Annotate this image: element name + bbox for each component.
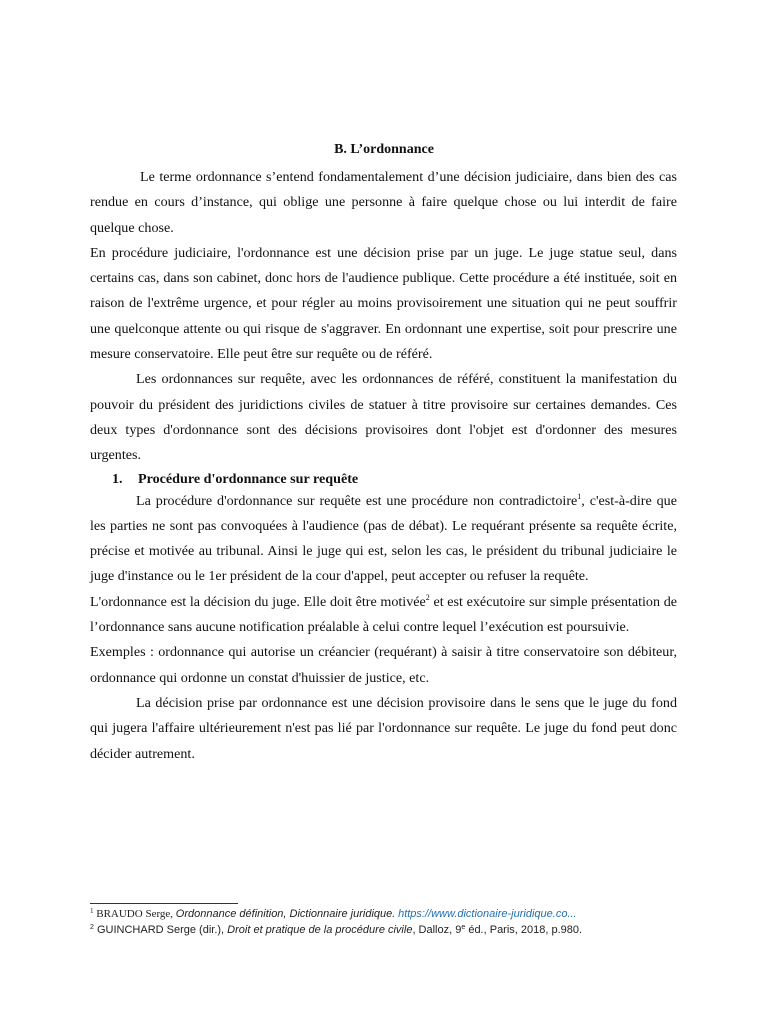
document-body bbox=[90, 165, 677, 767]
footnote-1-link[interactable]: https://www.dictionaire-juridique.co... bbox=[398, 908, 577, 920]
footnote-separator bbox=[90, 903, 238, 904]
section-heading: B. L’ordonnance bbox=[334, 142, 434, 157]
paragraph-1: Le terme ordonnance s’entend fondamentalement d’une décision judiciaire, dans bien des cas rendue en cours d’instance, qui oblige une personne à faire quelque chose ou lui interdit de faire quelque chose. bbox=[90, 169, 677, 236]
paragraph-4-text-a: La procédure d'ordonnance sur requête est une procédure non contradictoire bbox=[136, 492, 578, 509]
paragraph-7: La décision prise par ordonnance est une décision provisoire dans le sens que le juge du fond qui jugera l'affaire ultérieurement n'est pas lié par l'ordonnance sur requête. Le juge du fond peut donc décider autrement. bbox=[90, 694, 677, 762]
paragraph-4 bbox=[90, 489, 677, 590]
footnotes bbox=[90, 906, 690, 938]
paragraph-5-text-a: L'ordonnance est la décision du juge. Elle doit être motivée bbox=[90, 593, 426, 610]
paragraph-6: Exemples : ordonnance qui autorise un créancier (requérant) à saisir à titre conservatoire son débiteur, ordonnance qui ordonne un constat d'huissier de justice, etc. bbox=[90, 644, 677, 686]
paragraph-5-text-b: et est exécutoire sur simple présentation de l’ordonnance sans aucune notification préalable à celui contre lequel l’exécution est poursuivie. bbox=[90, 593, 677, 636]
paragraph-3: Les ordonnances sur requête, avec les ordonnances de référé, constituent la manifestation du pouvoir du président des juridictions civiles de statuer à titre provisoire sur certaines demandes. Ces deux types d'ordonnance sont des décisions provisoires dont l'objet est d'ordonner des mesures urgentes. bbox=[90, 371, 677, 464]
footnote-2-number: 2 bbox=[90, 924, 94, 931]
paragraph-4-text-b: , c'est-à-dire que les parties ne sont pas convoquées à l'audience (pas de débat). Le requérant présente sa requête écrite, précise et motivée au tribunal. Ainsi le juge qui est, selon les cas, le président du tribunal judiciaire le juge d'instance ou le 1er président de la cour d'appel, peut accepter ou refuser la requête. bbox=[90, 492, 677, 585]
footnote-ref-2[interactable]: 2 bbox=[425, 592, 430, 602]
footnote-2-publisher: , Dalloz, 9 bbox=[412, 924, 462, 936]
footnote-1-author: BRAUDO Serge, bbox=[96, 908, 176, 920]
subsection-title: Procédure d'ordonnance sur requête bbox=[138, 470, 359, 487]
footnote-2 bbox=[90, 922, 690, 938]
footnote-2-edition-sup: e bbox=[461, 924, 466, 931]
paragraph-5 bbox=[90, 590, 677, 641]
subsection-number: 1. bbox=[112, 470, 123, 487]
footnote-ref-1[interactable]: 1 bbox=[577, 491, 582, 501]
footnote-2-details: éd., Paris, 2018, p.980. bbox=[465, 924, 583, 936]
paragraph-2: En procédure judiciaire, l'ordonnance est une décision prise par un juge. Le juge statue seul, dans certains cas, dans son cabinet, donc hors de l'audience publique. Cette procédure a été instituée, soit en raison de l'extrême urgence, et pour régler au moins provisoirement une situation qui ne peut souffrir une quelconque attente ou qui risque de s'aggraver. En ordonnant une expertise, soit pour prescrire une mesure conservatoire. Elle peut être sur requête ou de référé. bbox=[90, 244, 677, 363]
footnote-1-title: Ordonnance définition, Dictionnaire juridique. bbox=[175, 908, 396, 920]
footnote-2-author: GUINCHARD Serge (dir.), bbox=[96, 924, 228, 936]
footnote-1 bbox=[90, 906, 690, 922]
subsection-heading bbox=[90, 469, 677, 489]
footnote-2-title: Droit et pratique de la procédure civile bbox=[227, 924, 413, 936]
footnote-1-number: 1 bbox=[90, 907, 94, 915]
